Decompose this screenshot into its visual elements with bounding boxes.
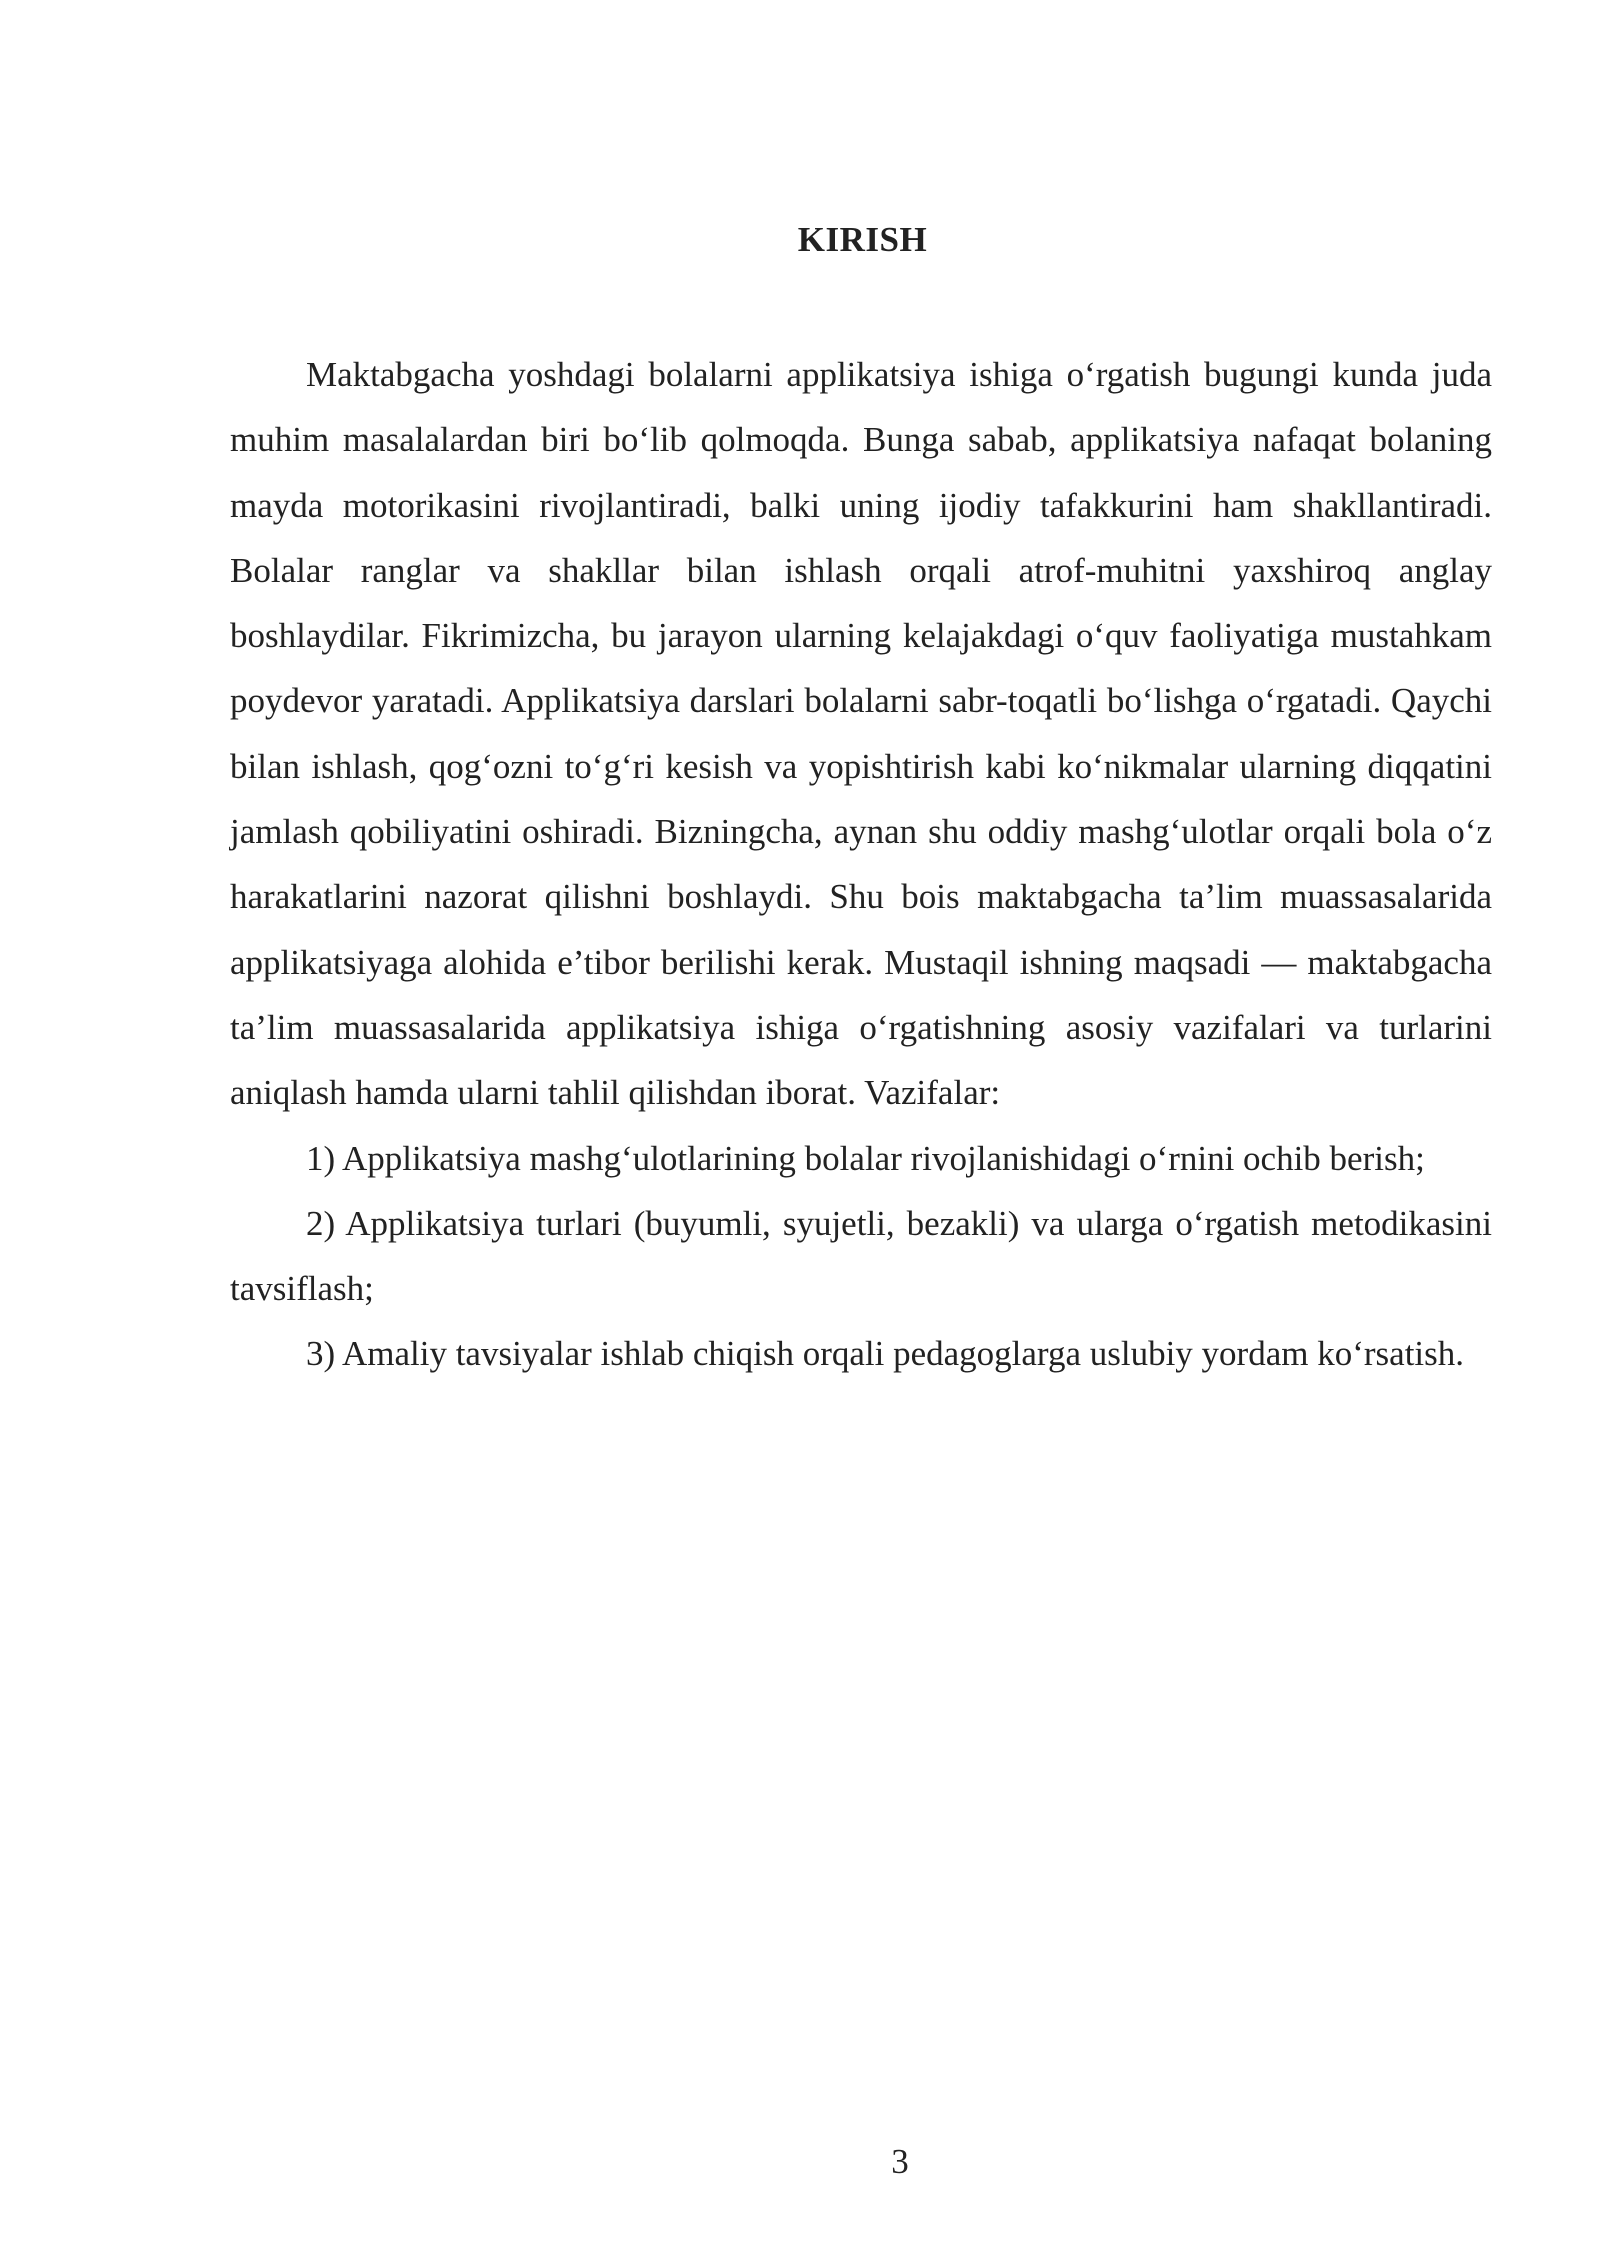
page-title: KIRISH: [797, 220, 928, 259]
page-number: 3: [891, 2142, 909, 2181]
task-item-2: 2) Applikatsiya turlari (buyumli, syujetli, bezakli) va ularga o‘rgatish metodikasini tavsiflash;: [230, 1203, 1492, 1309]
task-item-3: 3) Amaliy tavsiyalar ishlab chiqish orqali pedagoglarga uslubiy yordam ko‘rsatish.: [306, 1334, 1465, 1374]
task-item-1: 1) Applikatsiya mashg‘ulotlarining bolalar rivojlanishidagi o‘rnini ochib berish;: [306, 1138, 1425, 1178]
intro-paragraph: Maktabgacha yoshdagi bolalarni applikatsiya ishiga o‘rgatish bugungi kunda juda muhim masalalardan biri bo‘lib qolmoqda. Bunga sabab, applikatsiya nafaqat bolaning mayda motorikasini rivojlantiradi, balki uning ijodiy tafakkurini ham shakllantiradi. Bolalar ranglar va shakllar bilan ishlash orqali atrof-muhitni yaxshiroq anglay boshlaydilar. Fikrimizcha, bu jarayon ularning kelajakdagi o‘quv faoliyatiga mustahkam poydevor yaratadi. Applikatsiya darslari bolalarni sabr-toqatli bo‘lishga o‘rgatadi. Qaychi bilan ishlash, qog‘ozni to‘g‘ri kesish va yopishtirish kabi ko‘nikmalar ularning diqqatini jamlash qobiliyatini oshiradi. Bizningcha, aynan shu oddiy mashg‘ulotlar orqali bola o‘z harakatlarini nazorat qilishni boshlaydi. Shu bois maktabgacha ta’lim muassasalarida applikatsiyaga alohida e’tibor berilishi kerak. Mustaqil ishning maqsadi — maktabgacha ta’lim muassasalarida applikatsiya ishiga o‘rgatishning asosiy vazifalari va turlarini aniqlash hamda ularni tahlil qilishdan iborat. Vazifalar:: [230, 355, 1492, 1113]
body-text: [230, 342, 1492, 1387]
